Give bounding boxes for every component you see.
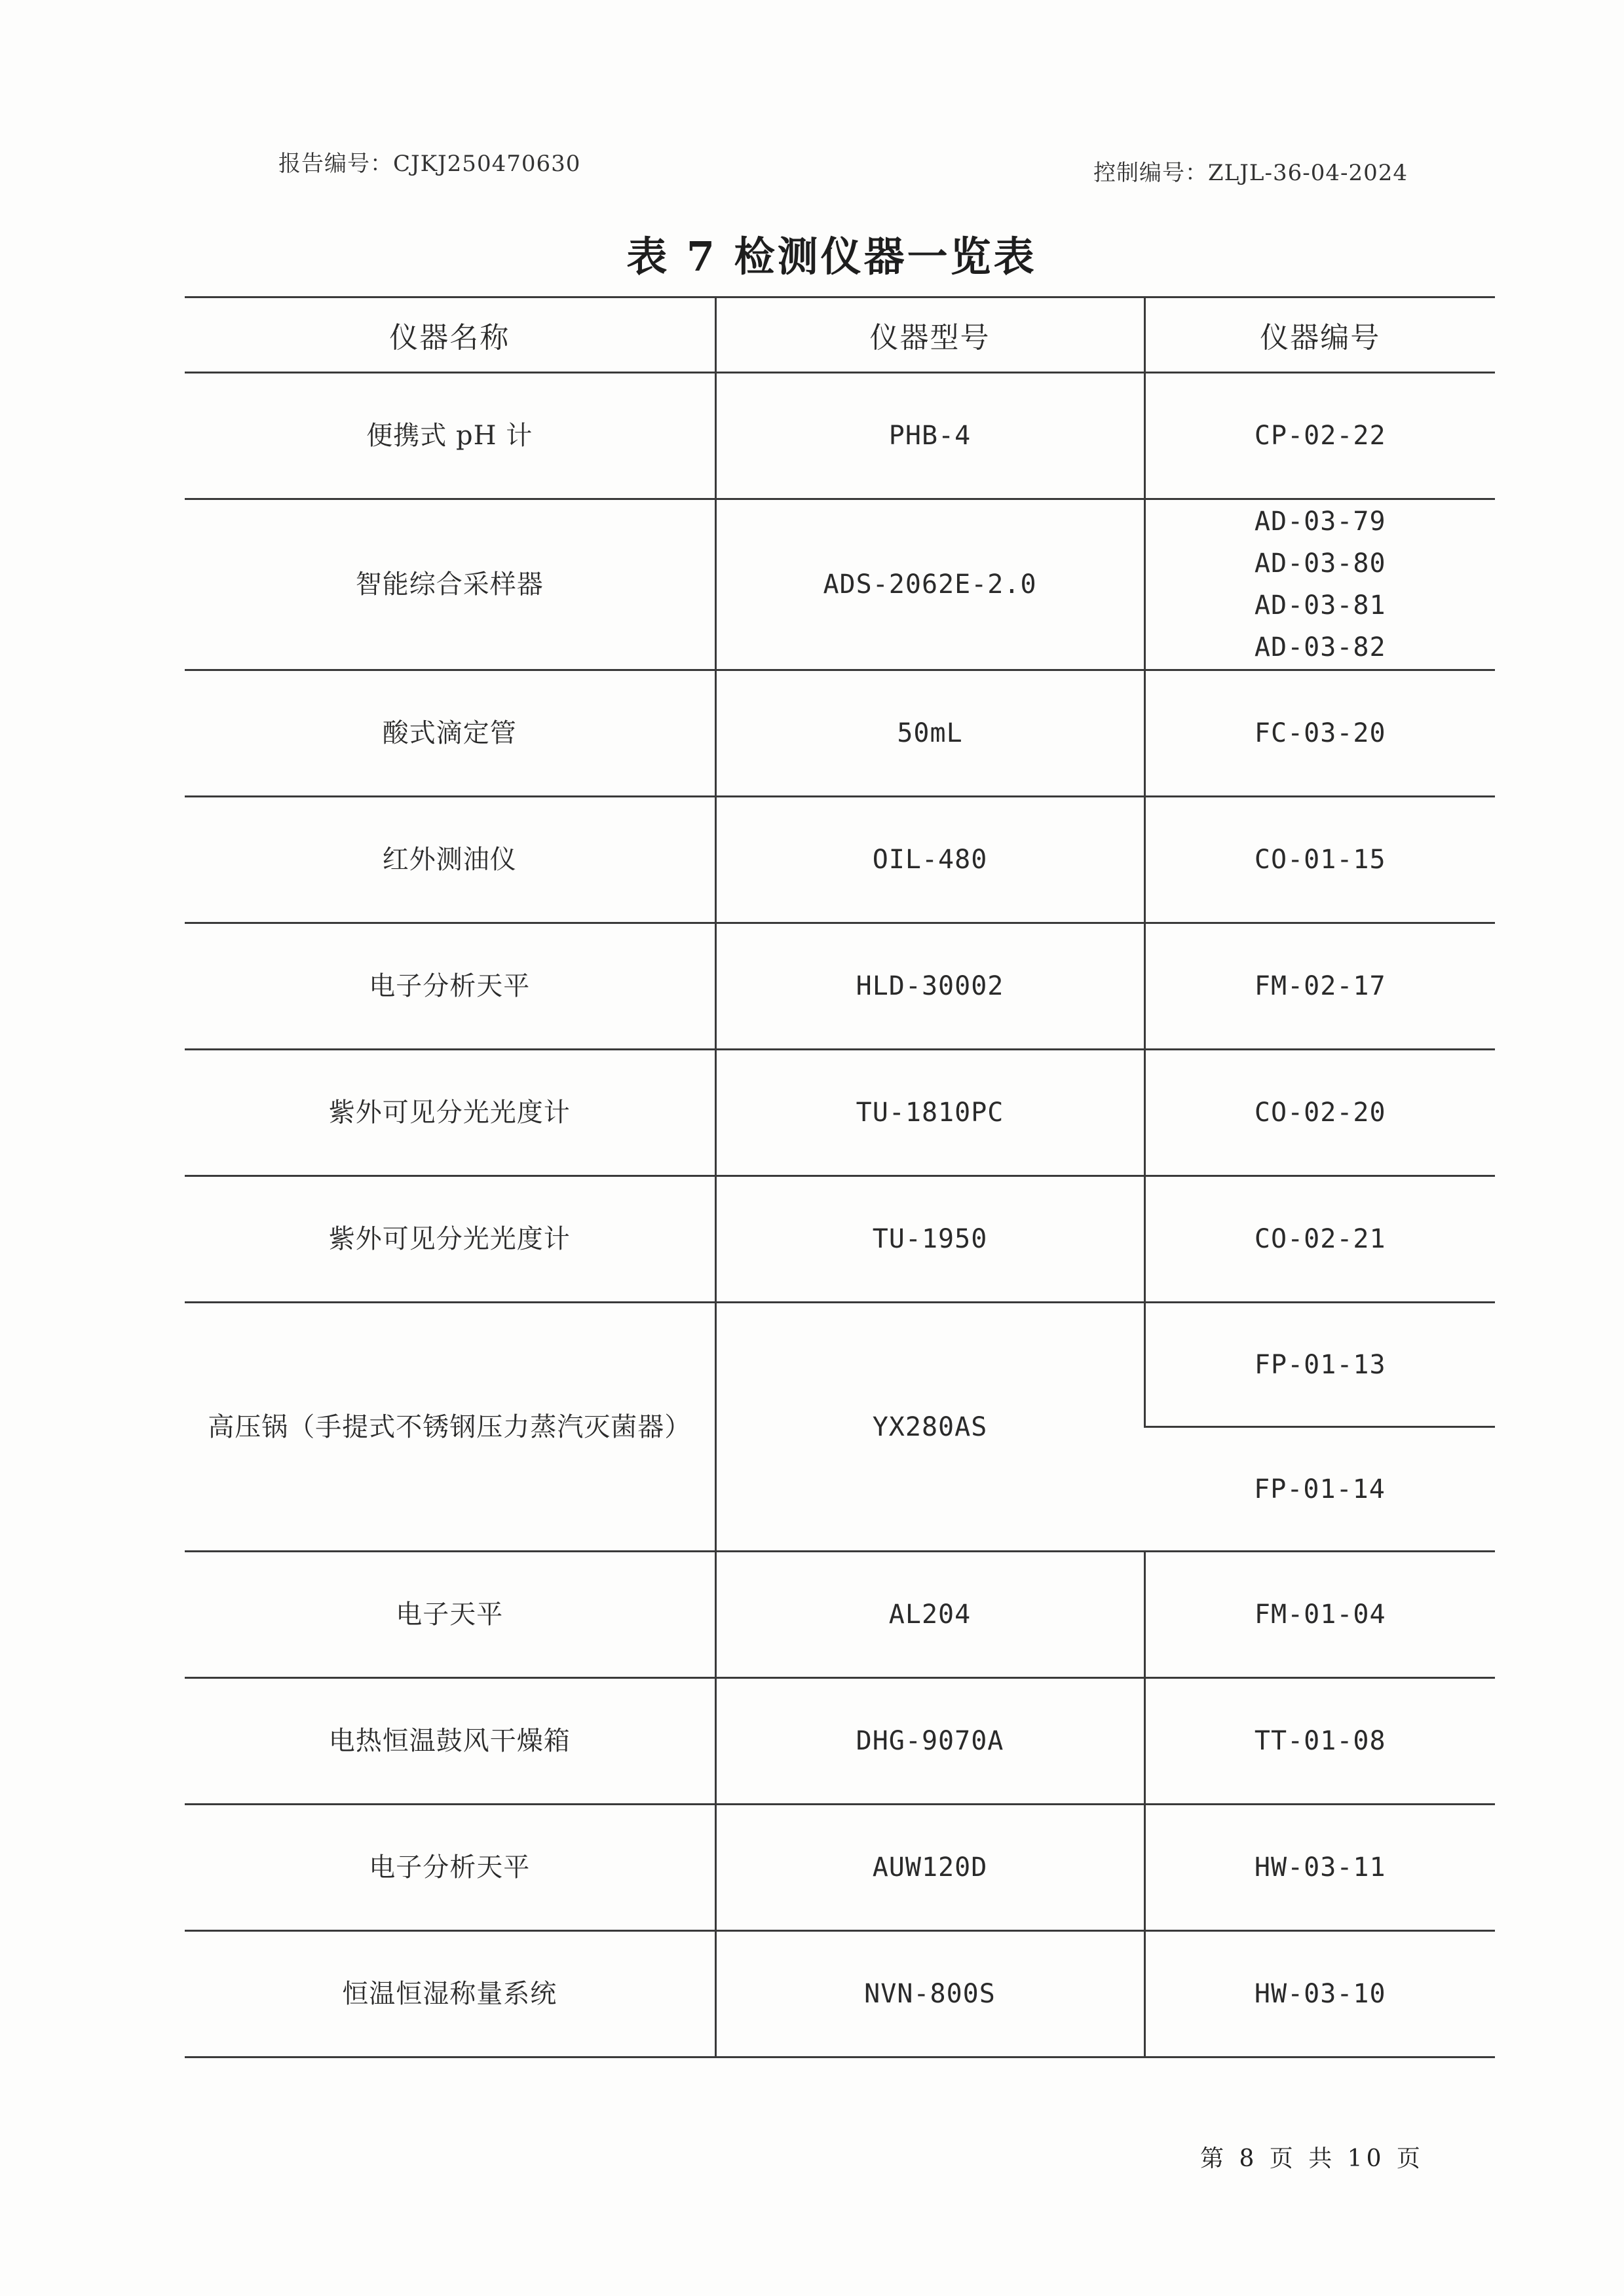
- table-row: [185, 1552, 1495, 1678]
- table-row: [185, 923, 1495, 1050]
- instrument-code-group: [1144, 499, 1495, 670]
- column-header-name: 仪器名称: [185, 297, 715, 373]
- instrument-code: AD-03-82: [1254, 632, 1386, 662]
- instrument-name: 高压锅（手提式不锈钢压力蒸汽灭菌器）: [185, 1303, 715, 1552]
- instrument-name: 电子分析天平: [185, 1805, 715, 1931]
- instrument-code: AD-03-80: [1254, 548, 1386, 579]
- table-row: [185, 1050, 1495, 1176]
- instrument-code: HW-03-11: [1144, 1805, 1495, 1931]
- instrument-code: AD-03-81: [1254, 590, 1386, 621]
- table-row: [185, 1678, 1495, 1805]
- instrument-code: CP-02-22: [1144, 373, 1495, 499]
- instrument-code: TT-01-08: [1144, 1678, 1495, 1805]
- instrument-name: 酸式滴定管: [185, 670, 715, 797]
- instrument-name: 紫外可见分光光度计: [185, 1050, 715, 1176]
- instrument-name: 紫外可见分光光度计: [185, 1176, 715, 1303]
- instrument-model: ADS-2062E-2.0: [715, 499, 1144, 670]
- table-row: [185, 1176, 1495, 1303]
- instrument-code: CO-02-21: [1144, 1176, 1495, 1303]
- instrument-name: 便携式 pH 计: [185, 373, 715, 499]
- instrument-name: 恒温恒湿称量系统: [185, 1931, 715, 2057]
- instrument-model: OIL-480: [715, 797, 1144, 923]
- table-row: [185, 499, 1495, 670]
- instrument-name: 电子分析天平: [185, 923, 715, 1050]
- instrument-code: AD-03-79: [1254, 507, 1386, 537]
- instrument-code: FP-01-14: [1144, 1427, 1495, 1552]
- instrument-model: DHG-9070A: [715, 1678, 1144, 1805]
- page-title: 表 7 检测仪器一览表: [626, 233, 1037, 280]
- column-header-code: 仪器编号: [1144, 297, 1495, 373]
- table-row: [185, 1931, 1495, 2057]
- instrument-code: FM-02-17: [1144, 923, 1495, 1050]
- column-header-model: 仪器型号: [715, 297, 1144, 373]
- instrument-code: FC-03-20: [1144, 670, 1495, 797]
- instrument-name: 红外测油仪: [185, 797, 715, 923]
- instrument-model: HLD-30002: [715, 923, 1144, 1050]
- instrument-model: TU-1810PC: [715, 1050, 1144, 1176]
- instrument-name: 电子天平: [185, 1552, 715, 1678]
- instrument-model: TU-1950: [715, 1176, 1144, 1303]
- instrument-name: 智能综合采样器: [185, 499, 715, 670]
- report-number: 报告编号：CJKJ250470630: [278, 151, 581, 177]
- table-header-row: [185, 297, 1495, 373]
- instrument-model: 50mL: [715, 670, 1144, 797]
- instrument-model: AUW120D: [715, 1805, 1144, 1931]
- instrument-code: FM-01-04: [1144, 1552, 1495, 1678]
- table-row: [185, 373, 1495, 499]
- table-row: [185, 797, 1495, 923]
- instrument-name: 电热恒温鼓风干燥箱: [185, 1678, 715, 1805]
- table-row: [185, 670, 1495, 797]
- instrument-code: CO-01-15: [1144, 797, 1495, 923]
- control-number: 控制编号：ZLJL-36-04-2024: [1093, 160, 1408, 186]
- page-number: 第 8 页 共 10 页: [1200, 2145, 1424, 2172]
- table-row: [185, 1805, 1495, 1931]
- table-row: [185, 1303, 1495, 1427]
- instrument-code: FP-01-13: [1144, 1303, 1495, 1427]
- instrument-model: NVN-800S: [715, 1931, 1144, 2057]
- instrument-code: CO-02-20: [1144, 1050, 1495, 1176]
- instrument-model: AL204: [715, 1552, 1144, 1678]
- instrument-table: [185, 296, 1495, 2058]
- instrument-code: HW-03-10: [1144, 1931, 1495, 2057]
- instrument-model: PHB-4: [715, 373, 1144, 499]
- instrument-model: YX280AS: [715, 1303, 1144, 1552]
